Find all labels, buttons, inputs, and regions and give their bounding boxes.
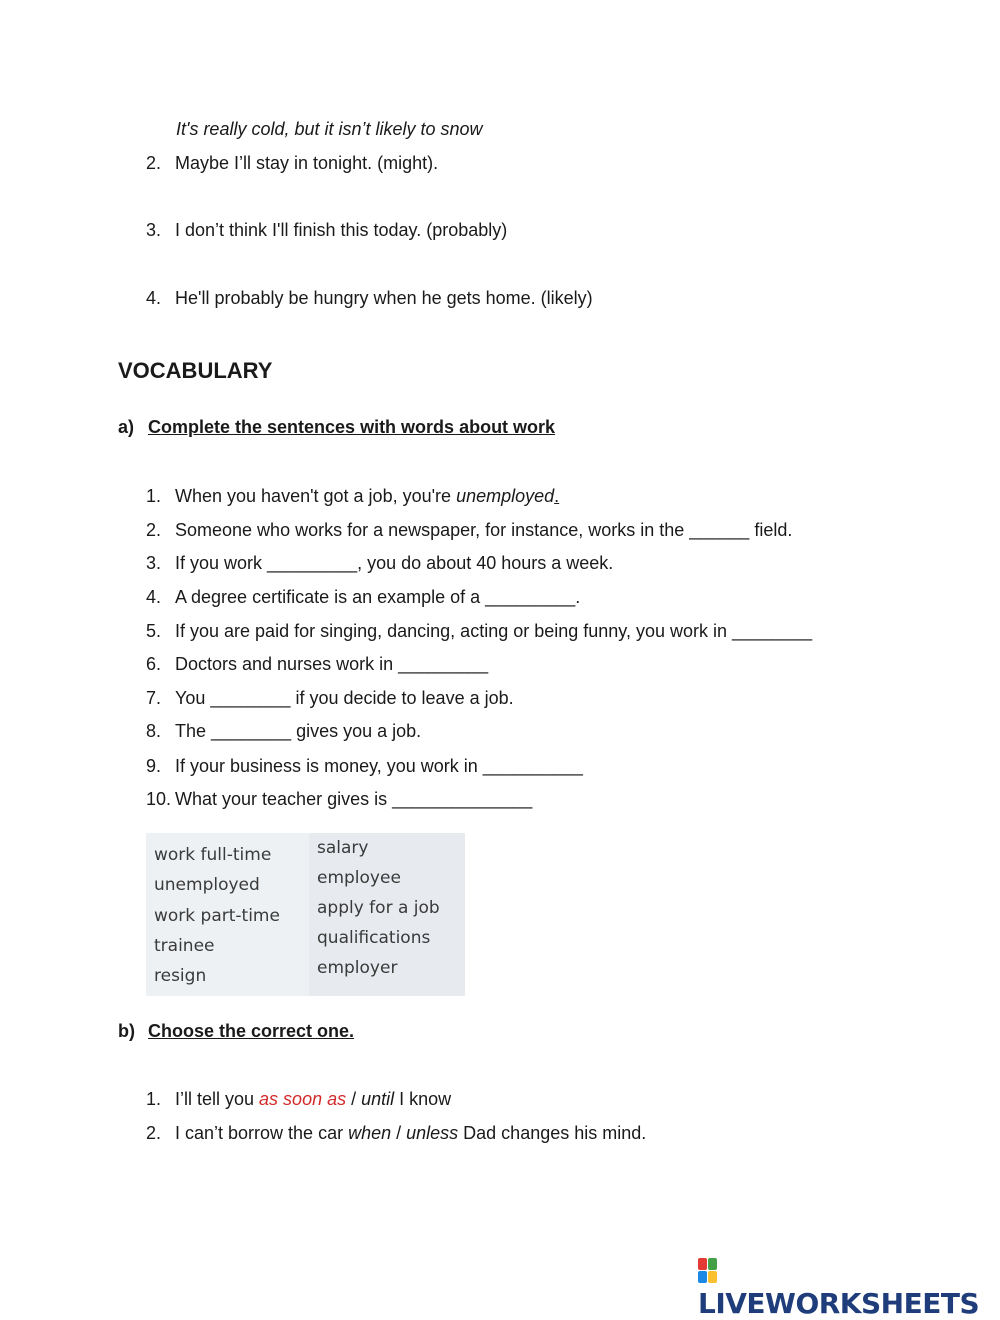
- list-item: [146, 788, 532, 810]
- choice-option[interactable]: when: [348, 1123, 392, 1143]
- word-option: trainee: [154, 936, 215, 956]
- list-item: [146, 1122, 646, 1144]
- item-punctuation: .: [554, 486, 560, 506]
- section-title: Choose the correct one.: [148, 1021, 355, 1041]
- list-item: [146, 586, 580, 608]
- list-item: [146, 219, 507, 241]
- section-label: a): [118, 417, 135, 437]
- answer-word: unemployed: [456, 486, 555, 506]
- list-item: [146, 620, 812, 642]
- item-text: Someone who works for a newspaper, for instance, works in the ______ field.: [175, 520, 793, 540]
- example-answer: It's really cold, but it isn’t likely to snow: [176, 119, 483, 139]
- word-option: work part-time: [154, 906, 280, 926]
- list-item: [146, 687, 514, 709]
- liveworksheets-logo: [698, 1254, 1000, 1320]
- item-number: 5.: [146, 621, 162, 641]
- item-number: 10.: [146, 789, 172, 809]
- word-option: apply for a job: [317, 898, 440, 918]
- item-text: Dad changes his mind.: [458, 1123, 647, 1143]
- word-option: employer: [317, 958, 398, 978]
- list-item: [146, 1088, 451, 1110]
- item-text: Doctors and nurses work in _________: [175, 654, 489, 674]
- word-option: unemployed: [154, 875, 260, 895]
- item-number: 3.: [146, 220, 162, 240]
- logo-text: LIVEWORKSHEETS: [698, 1287, 980, 1320]
- item-number: 4.: [146, 587, 162, 607]
- word-box: [146, 833, 465, 996]
- section-b-title: [118, 1021, 354, 1042]
- item-number: 1.: [146, 486, 162, 506]
- list-item: [146, 152, 438, 174]
- item-number: 9.: [146, 756, 162, 776]
- item-text: The ________ gives you a job.: [175, 721, 422, 741]
- item-text: If your business is money, you work in __________: [175, 756, 583, 776]
- item-number: 3.: [146, 553, 162, 573]
- item-text: I don’t think I'll finish this today. (probably): [175, 220, 508, 240]
- item-text: He'll probably be hungry when he gets home. (likely): [175, 288, 593, 308]
- word-option: employee: [317, 868, 401, 888]
- word-option: salary: [317, 838, 369, 858]
- list-item: [146, 519, 792, 541]
- logo-icon: [698, 1258, 718, 1284]
- section-heading: VOCABULARY: [118, 358, 273, 383]
- item-number: 2.: [146, 520, 162, 540]
- item-number: 1.: [146, 1089, 162, 1109]
- item-number: 2.: [146, 1123, 162, 1143]
- item-text: I’ll tell you: [175, 1089, 260, 1109]
- list-item: [146, 755, 583, 777]
- item-text: What your teacher gives is ______________: [175, 789, 533, 809]
- section-label: b): [118, 1021, 135, 1041]
- item-text: If you work _________, you do about 40 hours a week.: [175, 553, 614, 573]
- item-text: A degree certificate is an example of a _________.: [175, 587, 581, 607]
- word-option: work full-time: [154, 845, 272, 865]
- choice-option[interactable]: until: [361, 1089, 395, 1109]
- word-option: qualifications: [317, 928, 431, 948]
- list-item: [146, 287, 593, 309]
- section-title: Complete the sentences with words about work: [148, 417, 556, 437]
- item-number: 4.: [146, 288, 162, 308]
- list-item: [146, 552, 613, 574]
- item-number: 8.: [146, 721, 162, 741]
- list-item: [146, 653, 488, 675]
- item-text: You ________ if you decide to leave a job.: [175, 688, 514, 708]
- item-number: 2.: [146, 153, 162, 173]
- item-text: I can’t borrow the car: [175, 1123, 349, 1143]
- choice-separator: /: [391, 1123, 407, 1143]
- item-number: 7.: [146, 688, 162, 708]
- choice-option[interactable]: unless: [406, 1123, 459, 1143]
- item-text: Maybe I’ll stay in tonight. (might).: [175, 153, 439, 173]
- choice-separator: /: [346, 1089, 362, 1109]
- item-text: I know: [394, 1089, 452, 1109]
- choice-option-selected[interactable]: as soon as: [259, 1089, 347, 1109]
- item-number: 6.: [146, 654, 162, 674]
- section-a-title: [118, 417, 555, 438]
- item-text: When you haven't got a job, you're: [175, 486, 457, 506]
- word-option: resign: [154, 966, 207, 986]
- list-item: [146, 485, 559, 507]
- list-item: [146, 720, 421, 742]
- item-text: If you are paid for singing, dancing, acting or being funny, you work in ________: [175, 621, 813, 641]
